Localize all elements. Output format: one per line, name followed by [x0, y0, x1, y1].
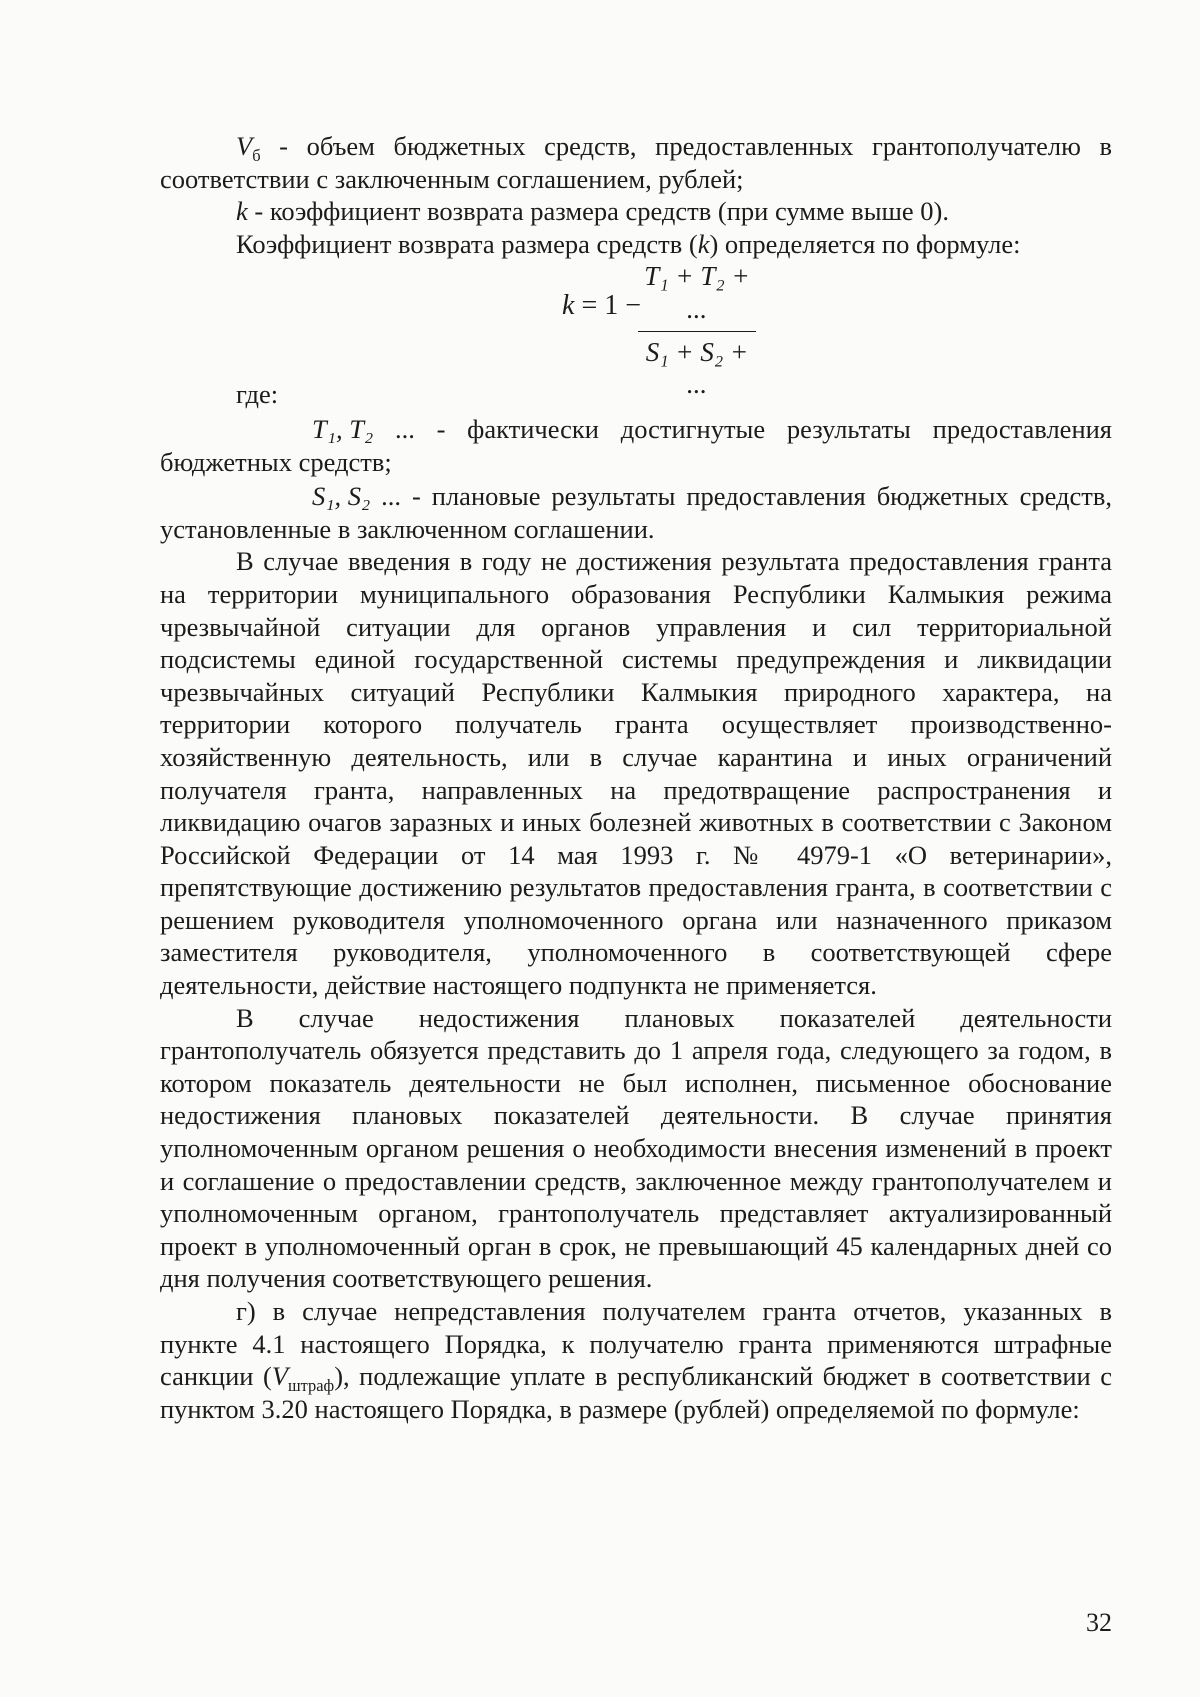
fraction-bar — [638, 331, 756, 332]
where-label: где: — [236, 379, 279, 410]
v6-symbol: V — [236, 131, 253, 161]
paragraph-underachievement: В случае недостижения плановых показателей деятельности грантополучатель обязуется представить до 1 апреля года, следующего за годом, в котором показатель деятельности не был исполнен, письменное обоснование недостижения плановых показателей деятельности. В случае принятия уполномоченным органом решения о необходимости внесения изменений в проект и соглашение о предоставлении средств, заключенное между грантополучателем и уполномоченным органом, грантополучатель представляет актуализированный проект в уполномоченный орган в срок, не превышающий 45 календарных дней со дня получения соответствующего решения. — [160, 1002, 1112, 1294]
s-symbol: S₁, S₂ — [312, 481, 371, 512]
s-definition — [160, 480, 1112, 545]
k-formula-intro-b: ) определяется по формуле: — [709, 228, 1021, 259]
k-definition — [160, 195, 1112, 228]
paragraph-emergency: В случае введения в году не достижения результата предоставления гранта на территории муниципального образования Республики Калмыкия режима чрезвычайной ситуации для органов управления и сил территориальной подсистемы единой государственной системы предупреждения и ликвидации чрезвычайных ситуаций Республики Калмыкия природного характера, на территории которого получатель гранта осуществляет производственно-хозяйственную деятельность, или в случае карантина и иных ограничений получателя гранта, направленных на предотвращение распространения и ликвидацию очагов заразных и иных болезней животных в соответствии с Законом Российской Федерации от 14 мая 1993 г. № 4979-1 «О ветеринарии», препятствующие достижению результатов предоставления гранта, в соответствии с решением руководителя уполномоченного органа или назначенного приказом заместителя руководителя, уполномоченного в соответствующей сфере деятельности, действие настоящего подпункта не применяется. — [160, 546, 1112, 1001]
document-body — [160, 130, 1112, 1425]
t-text: ... - фактически достигнутые результаты предоставления бюджетных средств; — [160, 413, 1112, 477]
penalty-symbol: V — [271, 1361, 289, 1392]
formula-k: k — [562, 290, 575, 322]
k-formula-intro-a: Коэффициент возврата размера средств ( — [236, 228, 698, 259]
t-definition — [160, 413, 1112, 478]
formula-eq: = 1 − — [574, 290, 642, 322]
formula-numerator: T₁ + T₂ + ... — [644, 261, 750, 324]
page-number: 32 — [1086, 1608, 1112, 1637]
penalty-text-a: г) в случае непредставления получателем гранта отчетов, указанных в пункте 4.1 настоящего Порядка, к получателю гранта применяются штрафные санкции ( — [160, 1296, 1112, 1392]
v6-subscript: б — [252, 145, 261, 165]
k-text: - коэффициент возврата размера средств (при сумме выше 0). — [247, 196, 949, 227]
t-symbol: T₁, T₂ — [312, 413, 374, 444]
v6-text: - объем бюджетных средств, предоставленных грантополучателю в соответствии с заключенным соглашением, рублей; — [160, 131, 1112, 194]
paragraph-penalty — [160, 1295, 1112, 1425]
formula-lhs — [562, 290, 641, 323]
s-text: ... - плановые результаты предоставления бюджетных средств, установленные в заключенном соглашении. — [160, 481, 1113, 544]
k-symbol: k — [236, 196, 248, 227]
k-formula-intro — [160, 228, 1112, 261]
k-formula-intro-k: k — [697, 228, 710, 259]
formula-denominator: S₁ + S₂ + ... — [645, 336, 749, 400]
v6-definition — [160, 130, 1112, 195]
penalty-subscript: штраф — [288, 1375, 335, 1395]
penalty-text-b: ), подлежащие уплате в республиканский бюджет в соответствии с пунктом 3.20 настоящего Порядка, в размере (рублей) определяемой по формуле: — [160, 1361, 1112, 1424]
formula-fraction — [638, 260, 756, 400]
